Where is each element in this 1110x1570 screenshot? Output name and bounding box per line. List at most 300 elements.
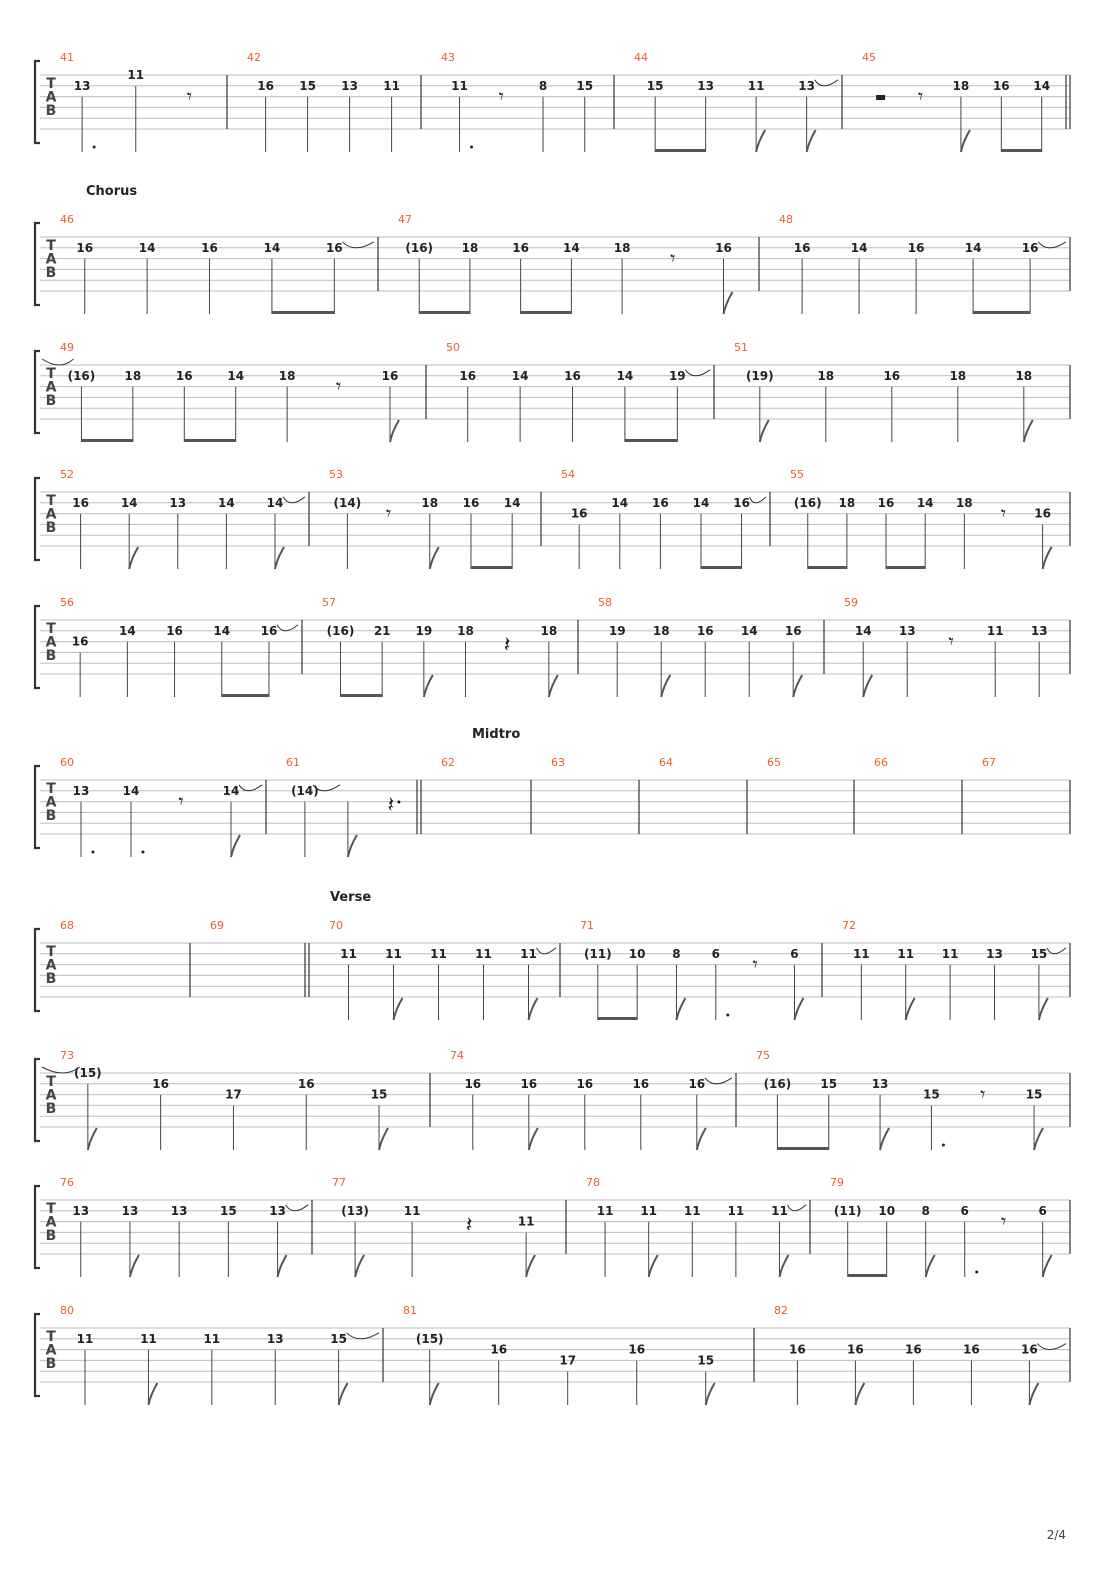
measure-number: 69	[210, 919, 224, 932]
fret-number: 13	[798, 78, 816, 93]
fret-number: 14	[964, 240, 982, 255]
quarter-rest: 𝄽	[387, 793, 395, 818]
fret-number: 8	[672, 946, 681, 961]
fret-number: (14)	[291, 783, 319, 798]
tab-clef-letter: T	[46, 944, 56, 960]
fret-number: (16)	[405, 240, 434, 255]
fret-number: 11	[520, 946, 537, 961]
system-bracket	[35, 766, 40, 848]
half-rest	[876, 95, 885, 100]
eighth-flag	[339, 1383, 348, 1405]
measure-number: 44	[634, 51, 648, 64]
fret-number: 15	[1025, 1087, 1043, 1102]
fret-number: (15)	[415, 1331, 444, 1346]
system-bracket	[35, 61, 40, 143]
measure-number: 66	[874, 756, 888, 769]
measure-number: 49	[60, 341, 74, 354]
eighth-flag	[130, 1255, 139, 1277]
fret-number: (16)	[67, 368, 96, 383]
fret-number: 10	[878, 1203, 896, 1218]
measure-number: 46	[60, 213, 74, 226]
system-bracket	[35, 606, 40, 688]
fret-number: 14	[119, 623, 136, 638]
fret-number: 11	[683, 1203, 701, 1218]
tab-clef-letter: A	[45, 251, 57, 268]
fret-number: 11	[640, 1203, 658, 1218]
system-bracket	[35, 1186, 40, 1268]
fret-number: 14	[850, 240, 868, 255]
measure-number: 43	[441, 51, 455, 64]
fret-number: 16	[733, 495, 750, 510]
fret-number: 13	[121, 1203, 139, 1218]
fret-number: 14	[218, 495, 235, 510]
fret-number: 11	[383, 78, 400, 93]
fret-number: 13	[266, 1331, 284, 1346]
eighth-rest: 𝄾	[335, 374, 342, 398]
measure-number: 57	[322, 596, 336, 609]
fret-number: 16	[883, 368, 901, 383]
eighth-flag	[706, 1383, 715, 1405]
measure-number: 60	[60, 756, 74, 769]
fret-number: 11	[340, 946, 357, 961]
section-label: Midtro	[472, 727, 521, 742]
fret-number: 14	[1033, 78, 1051, 93]
measure-number: 52	[60, 468, 74, 481]
tab-clef-letter: A	[45, 957, 57, 974]
fret-number: 18	[838, 495, 856, 510]
tab-clef-letter: B	[45, 1356, 57, 1372]
tie-arc	[283, 497, 305, 503]
eighth-flag	[549, 675, 558, 697]
system-bracket	[35, 351, 40, 433]
eighth-rest: 𝄾	[948, 629, 954, 653]
measure-number: 62	[441, 756, 455, 769]
beam	[625, 439, 677, 442]
fret-number: 15	[370, 1087, 388, 1102]
eighth-flag	[697, 1128, 706, 1150]
fret-number: 16	[152, 1076, 169, 1091]
eighth-flag	[129, 547, 138, 569]
system-bracket	[35, 929, 40, 1011]
fret-number: 16	[570, 506, 588, 521]
beam	[184, 439, 235, 442]
fret-number: 15	[1030, 946, 1048, 961]
fret-number: 14	[213, 623, 231, 638]
section-label: Verse	[330, 890, 372, 905]
fret-number: 14	[503, 495, 521, 510]
tie-arc	[42, 359, 73, 365]
fret-number: 16	[1021, 1342, 1038, 1357]
eighth-flag	[863, 675, 872, 697]
tab-clef-letter: B	[45, 265, 57, 281]
fret-number: 18	[652, 623, 670, 638]
fret-number: 11	[127, 68, 145, 82]
fret-number: 18	[1015, 368, 1033, 383]
fret-number: 11	[596, 1203, 614, 1218]
fret-number: 11	[385, 946, 402, 961]
eighth-rest: 𝄾	[752, 952, 758, 976]
system-bracket	[35, 1059, 40, 1141]
measure-number: 45	[862, 51, 876, 64]
tie-arc	[1037, 1344, 1066, 1350]
quarter-rest: 𝄽	[503, 633, 511, 658]
fret-number: 18	[955, 495, 973, 510]
eighth-flag	[1034, 1128, 1043, 1150]
fret-number: 16	[576, 1076, 594, 1091]
measure-number: 65	[767, 756, 781, 769]
measure-number: 73	[60, 1049, 74, 1062]
fret-number: (11)	[583, 946, 612, 961]
system-bracket	[35, 478, 40, 560]
measure-number: 67	[982, 756, 996, 769]
beam	[1001, 149, 1041, 152]
beam	[521, 311, 572, 314]
section-label: Chorus	[86, 184, 138, 199]
fret-number: 18	[457, 623, 474, 638]
measure-number: 41	[60, 51, 74, 64]
fret-number: 11	[986, 623, 1004, 638]
system-bracket	[35, 223, 40, 305]
fret-number: 14	[227, 368, 245, 383]
fret-number: 14	[120, 495, 138, 510]
fret-number: 6	[960, 1203, 969, 1218]
tab-clef-letter: T	[46, 1201, 56, 1217]
fret-number: 11	[475, 946, 492, 961]
tab-clef-letter: T	[46, 621, 56, 637]
fret-number: 19	[608, 623, 626, 638]
fret-number: 15	[299, 78, 316, 93]
fret-number: 15	[576, 78, 594, 93]
measure-number: 68	[60, 919, 74, 932]
fret-number: 14	[122, 783, 140, 798]
fret-number: 14	[222, 783, 240, 798]
fret-number: 14	[511, 368, 529, 383]
fret-number: 13	[871, 1076, 889, 1091]
beam	[471, 566, 512, 569]
fret-number: 8	[538, 78, 548, 93]
eighth-rest: 𝄾	[917, 84, 924, 108]
eighth-flag	[430, 1383, 439, 1405]
measure-number: 71	[580, 919, 594, 932]
tab-clef-letter: T	[46, 1329, 56, 1345]
fret-number: 11	[747, 78, 765, 93]
tie-arc	[705, 1078, 732, 1084]
fret-number: 16	[632, 1076, 650, 1091]
eighth-flag	[1039, 998, 1048, 1020]
tie-arc	[685, 370, 710, 376]
tab-clef-letter: A	[45, 1214, 57, 1231]
measure-number: 55	[790, 468, 804, 481]
measure-number: 56	[60, 596, 74, 609]
fret-number: 14	[611, 495, 629, 510]
eighth-rest: 𝄾	[980, 1082, 986, 1106]
fret-number: 16	[72, 495, 89, 510]
eighth-flag	[355, 1255, 364, 1277]
eighth-flag	[961, 130, 970, 152]
measure-number: 54	[561, 468, 575, 481]
eighth-rest: 𝄾	[498, 84, 504, 108]
fret-number: 18	[817, 368, 835, 383]
fret-number: 16	[462, 495, 480, 510]
tab-clef-letter: B	[45, 808, 57, 824]
eighth-flag	[676, 998, 685, 1020]
fret-number: 16	[490, 1342, 508, 1357]
fret-number: 11	[941, 946, 959, 961]
tie-arc	[815, 80, 838, 86]
tie-arc	[750, 497, 766, 503]
eighth-flag	[529, 1128, 538, 1150]
fret-number: 16	[992, 78, 1010, 93]
system-bracket	[35, 1314, 40, 1396]
fret-number: 11	[852, 946, 870, 961]
fret-number: 6	[711, 946, 720, 961]
tie-arc	[537, 948, 557, 954]
fret-number: 13	[986, 946, 1003, 961]
fret-number: 15	[820, 1076, 838, 1091]
fret-number: (14)	[333, 495, 362, 510]
fret-number: 16	[76, 240, 94, 255]
fret-number: 16	[1034, 506, 1051, 521]
tie-arc	[1038, 242, 1066, 248]
measure-number: 72	[842, 919, 856, 932]
tab-clef-letter: T	[46, 493, 56, 509]
eighth-rest: 𝄾	[1000, 501, 1007, 525]
tab-clef-letter: A	[45, 379, 57, 396]
fret-number: 17	[225, 1087, 242, 1102]
eighth-flag	[231, 835, 240, 857]
fret-number: 13	[269, 1203, 286, 1218]
eighth-flag	[1043, 547, 1052, 569]
fret-number: 16	[464, 1076, 482, 1091]
fret-number: 16	[297, 1076, 315, 1091]
fret-number: 13	[341, 78, 358, 93]
fret-number: 16	[696, 623, 714, 638]
measure-number: 61	[286, 756, 300, 769]
beam	[222, 694, 269, 697]
eighth-flag	[526, 1255, 535, 1277]
measure-number: 63	[551, 756, 565, 769]
measure-number: 58	[598, 596, 612, 609]
fret-number: 19	[415, 623, 433, 638]
eighth-flag	[649, 1255, 658, 1277]
beam	[886, 566, 925, 569]
tab-clef-letter: B	[45, 971, 57, 987]
fret-number: 16	[905, 1342, 922, 1357]
fret-number: 16	[257, 78, 274, 93]
beam	[848, 1274, 887, 1277]
fret-number: 8	[921, 1203, 930, 1218]
fret-number: 14	[616, 368, 634, 383]
fret-number: 16	[564, 368, 581, 383]
eighth-flag	[1043, 1255, 1052, 1277]
fret-number: 16	[907, 240, 925, 255]
page-number: 2/4	[1046, 1528, 1066, 1542]
eighth-flag	[807, 130, 816, 152]
eighth-rest: 𝄾	[186, 84, 193, 108]
fret-number: 16	[847, 1342, 864, 1357]
beam	[598, 1017, 637, 1020]
fret-number: 14	[266, 495, 284, 510]
fret-number: 16	[1021, 240, 1039, 255]
fret-number: 16	[789, 1342, 806, 1357]
eighth-flag	[1024, 420, 1033, 442]
beam	[81, 439, 132, 442]
fret-number: 16	[71, 634, 89, 649]
tab-clef-letter: A	[45, 634, 57, 651]
beam	[973, 311, 1030, 314]
measure-number: 59	[844, 596, 858, 609]
fret-number: 16	[715, 240, 732, 255]
fret-number: 11	[430, 946, 447, 961]
fret-number: 13	[1030, 623, 1048, 638]
fret-number: 14	[563, 240, 580, 255]
fret-number: 16	[166, 623, 183, 638]
fret-number: 16	[784, 623, 802, 638]
measure-number: 82	[774, 1304, 788, 1317]
eighth-flag	[430, 547, 439, 569]
fret-number: (11)	[833, 1203, 862, 1218]
fret-number: (16)	[763, 1076, 792, 1091]
fret-number: 15	[646, 78, 664, 93]
beam	[655, 149, 706, 152]
fret-number: 6	[790, 946, 799, 961]
measure-number: 79	[830, 1176, 844, 1189]
fret-number: 6	[1038, 1203, 1047, 1218]
dot	[942, 1144, 945, 1147]
measure-number: 77	[332, 1176, 346, 1189]
fret-number: 16	[652, 495, 669, 510]
tie-arc	[286, 1205, 308, 1211]
dot	[92, 851, 95, 854]
measure-number: 78	[586, 1176, 600, 1189]
beam	[341, 694, 383, 697]
beam	[272, 311, 334, 314]
tab-clef-letter: B	[45, 103, 57, 119]
tab-clef-letter: A	[45, 1342, 57, 1359]
fret-number: 16	[459, 368, 477, 383]
fret-number: 18	[613, 240, 631, 255]
fret-number: 11	[403, 1203, 421, 1218]
measure-number: 42	[247, 51, 261, 64]
eighth-rest: 𝄾	[385, 501, 392, 525]
eighth-flag	[390, 420, 399, 442]
eighth-rest: 𝄾	[178, 789, 184, 813]
tab-clef-letter: B	[45, 520, 57, 536]
beam	[701, 566, 742, 569]
dot	[726, 1014, 729, 1017]
fret-number: 13	[169, 495, 187, 510]
eighth-flag	[760, 420, 769, 442]
measure-number: 48	[779, 213, 793, 226]
beam	[808, 566, 847, 569]
tie-arc	[342, 242, 374, 248]
eighth-flag	[424, 675, 433, 697]
fret-number: 16	[793, 240, 811, 255]
fret-number: 16	[628, 1342, 646, 1357]
eighth-flag	[855, 1383, 864, 1405]
fret-number: 18	[540, 623, 558, 638]
tab-clef-letter: B	[45, 393, 57, 409]
fret-number: 16	[520, 1076, 538, 1091]
eighth-flag	[661, 675, 670, 697]
rest-dot	[397, 801, 400, 804]
tab-clef-letter: T	[46, 1074, 56, 1090]
fret-number: 18	[949, 368, 967, 383]
fret-number: 18	[421, 495, 439, 510]
eighth-flag	[394, 998, 403, 1020]
eighth-flag	[348, 835, 357, 857]
tab-clef-letter: A	[45, 506, 57, 523]
fret-number: 16	[512, 240, 529, 255]
eighth-flag	[794, 998, 803, 1020]
quarter-rest: 𝄽	[465, 1213, 473, 1238]
fret-number: 15	[697, 1353, 715, 1368]
eighth-flag	[756, 130, 765, 152]
fret-number: 17	[559, 1353, 577, 1368]
fret-number: 16	[175, 368, 193, 383]
fret-number: 16	[688, 1076, 706, 1091]
fret-number: 11	[727, 1203, 745, 1218]
beam	[777, 1147, 828, 1150]
tab-clef-letter: B	[45, 1101, 57, 1117]
fret-number: 18	[124, 368, 142, 383]
tie-arc	[1047, 948, 1066, 954]
fret-number: 10	[628, 946, 646, 961]
fret-number: 19	[668, 368, 686, 383]
tie-arc	[277, 625, 298, 631]
tie-arc	[787, 1205, 806, 1211]
beam	[419, 311, 470, 314]
measure-number: 51	[734, 341, 748, 354]
tie-arc	[239, 785, 262, 791]
tab-clef-letter: T	[46, 76, 56, 92]
fret-number: 11	[203, 1331, 221, 1346]
tab-clef-letter: T	[46, 366, 56, 382]
measure-number: 64	[659, 756, 673, 769]
tab-clef-letter: A	[45, 794, 57, 811]
eighth-flag	[1029, 1383, 1038, 1405]
eighth-flag	[529, 998, 538, 1020]
eighth-rest: 𝄾	[670, 246, 676, 270]
eighth-flag	[779, 1255, 788, 1277]
measure-number: 75	[756, 1049, 770, 1062]
fret-number: 21	[373, 623, 391, 638]
fret-number: 13	[898, 623, 916, 638]
eighth-rest: 𝄾	[1001, 1209, 1007, 1233]
fret-number: 11	[140, 1331, 157, 1346]
fret-number: (19)	[745, 368, 774, 383]
fret-number: 13	[72, 1203, 90, 1218]
eighth-flag	[275, 547, 284, 569]
fret-number: 11	[897, 946, 915, 961]
measure-number: 76	[60, 1176, 74, 1189]
tab-clef-letter: T	[46, 781, 56, 797]
fret-number: 11	[517, 1214, 535, 1229]
measure-number: 80	[60, 1304, 74, 1317]
eighth-flag	[379, 1128, 388, 1150]
dot	[142, 851, 145, 854]
fret-number: 14	[916, 495, 934, 510]
tab-clef-letter: T	[46, 238, 56, 254]
fret-number: 18	[952, 78, 970, 93]
fret-number: 13	[72, 783, 90, 798]
fret-number: (15)	[74, 1066, 102, 1080]
tie-arc	[347, 1333, 379, 1339]
tab-clef-letter: B	[45, 1228, 57, 1244]
measure-number: 53	[329, 468, 343, 481]
dot	[93, 146, 96, 149]
dot	[470, 146, 473, 149]
